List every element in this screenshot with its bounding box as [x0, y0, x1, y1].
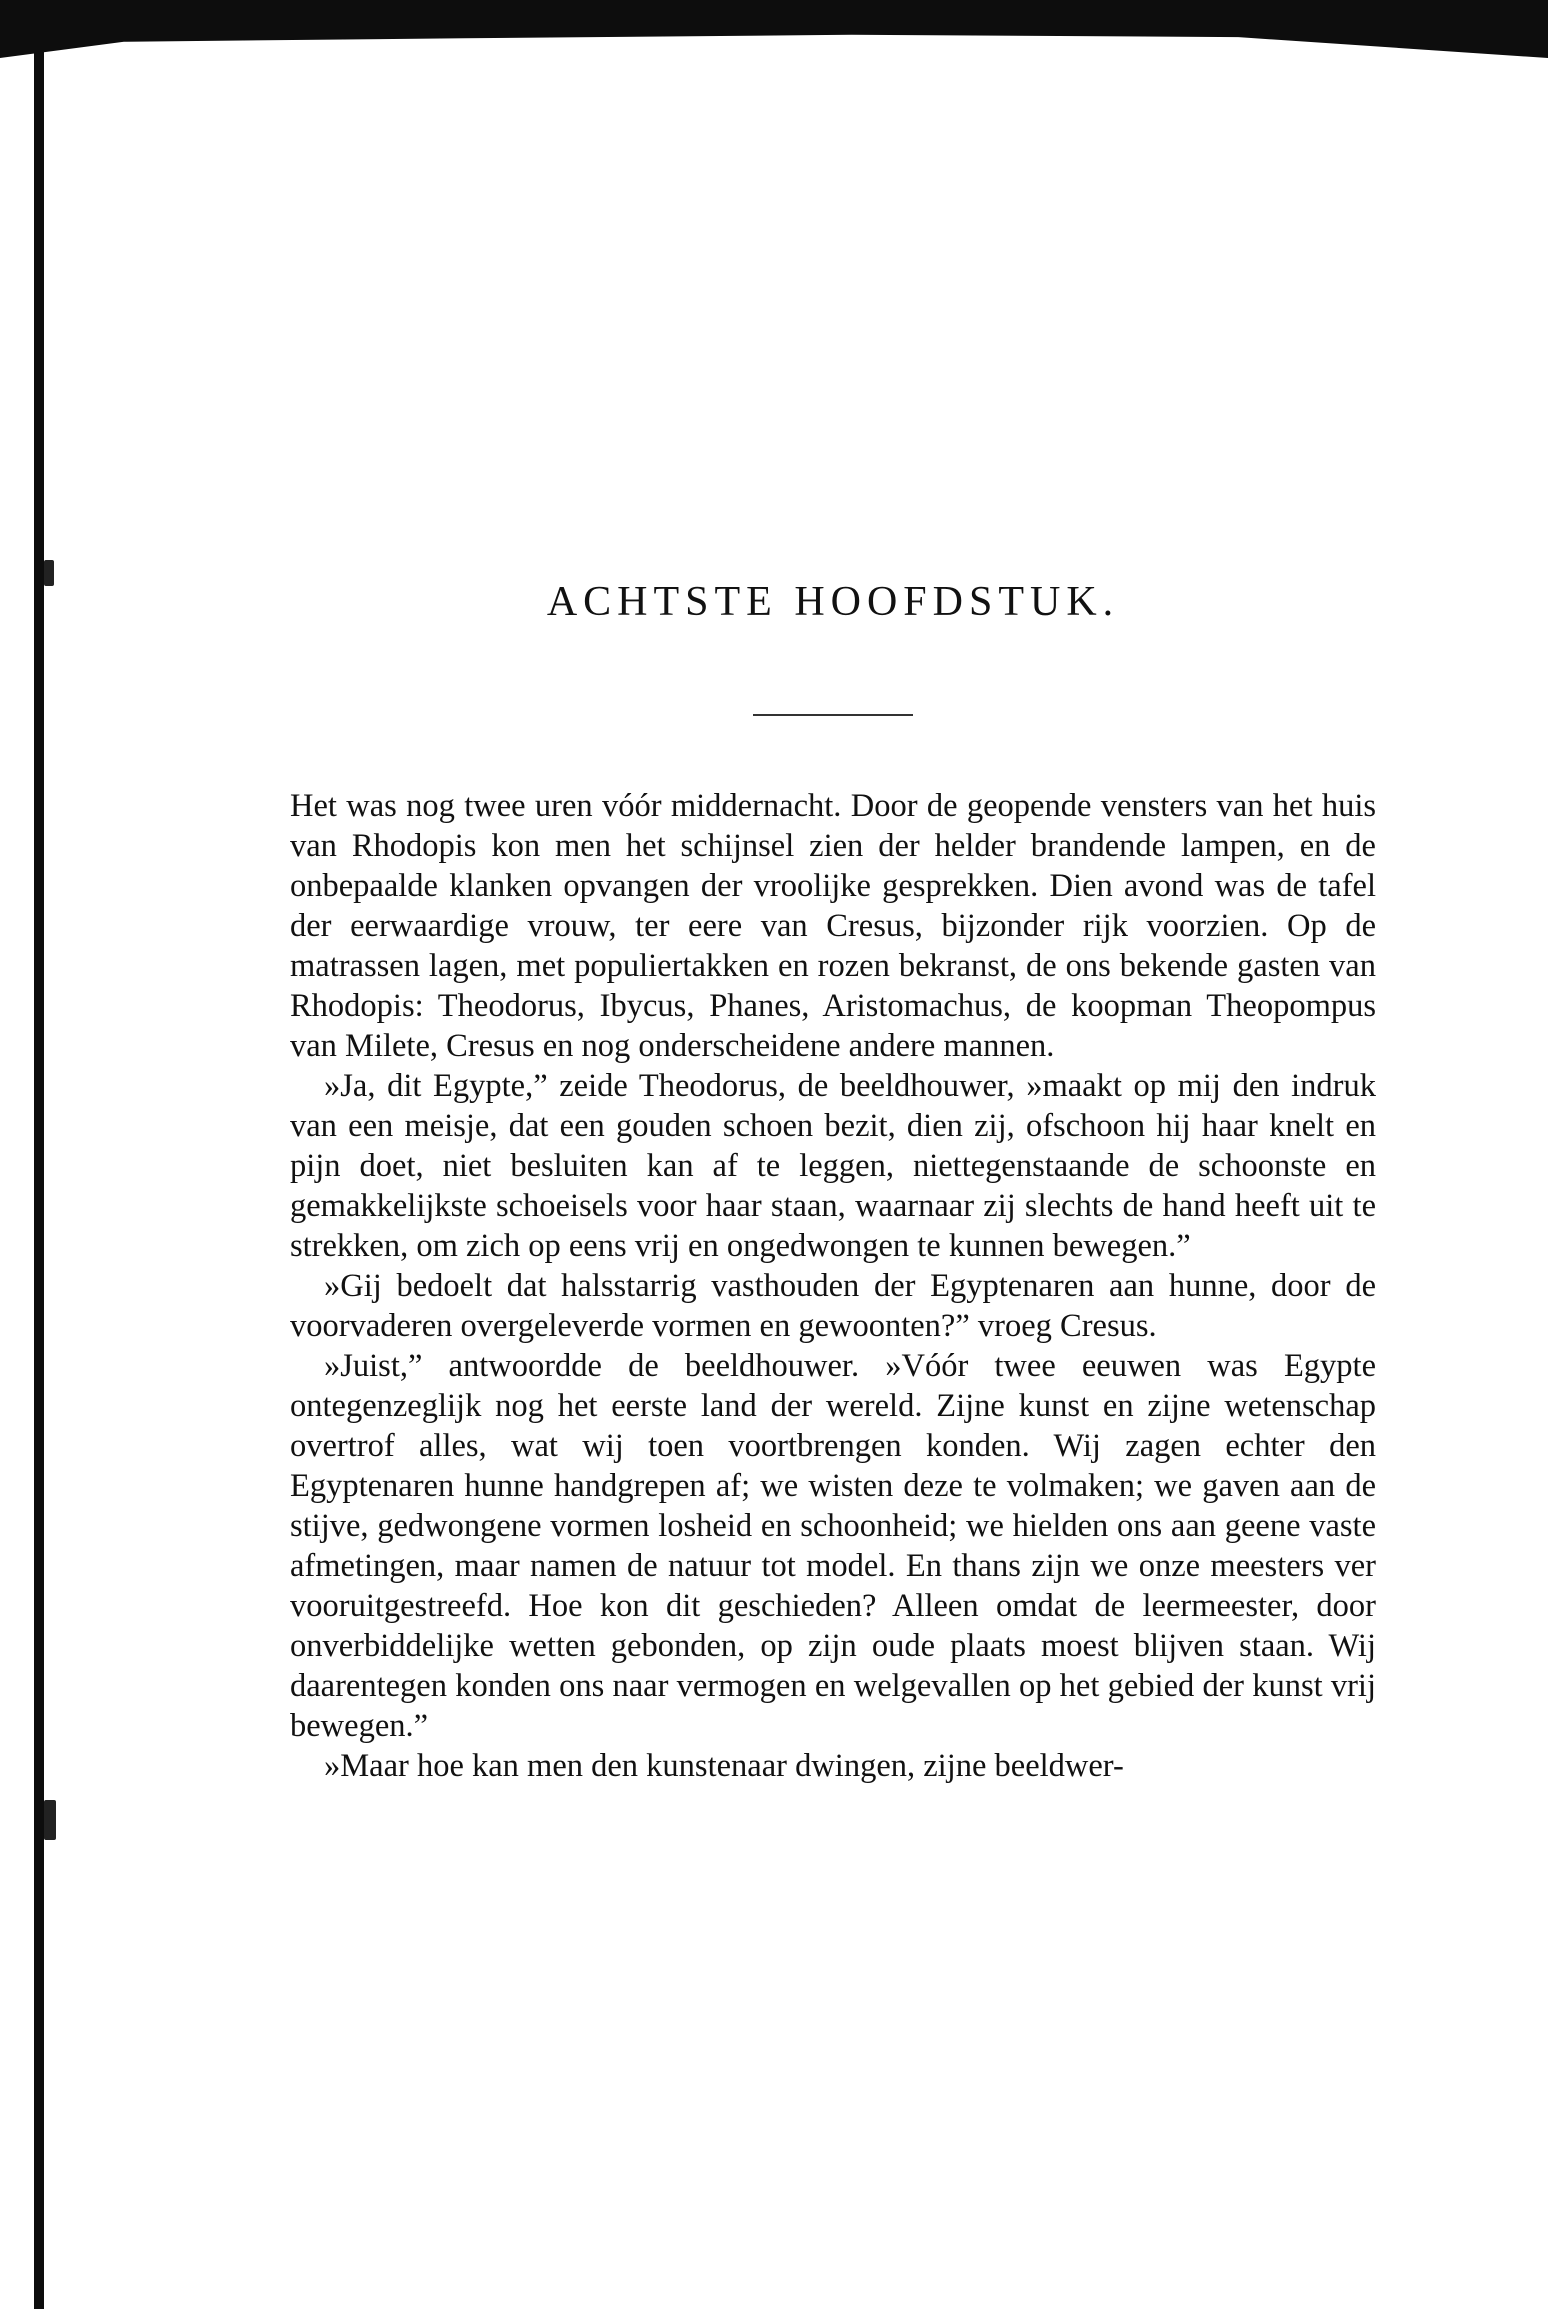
- scan-speck: [44, 1800, 56, 1840]
- paragraph-3: »Gij bedoelt dat halsstarrig vasthouden der Egyptenaren aan hunne, door de voorvaderen overgeleverde vormen en gewoonten?” vroeg Cresus.: [290, 1268, 1376, 1344]
- book-page: [290, 560, 1376, 2120]
- scan-speck: [44, 560, 54, 586]
- scan-top-border: [0, 0, 1548, 58]
- paragraph-1: Het was nog twee uren vóór middernacht. Door de geopende vensters van het huis van Rhodopis kon men het schijnsel zien der helder brandende lampen, en de onbepaalde klanken opvangen der vroolijke gesprekken. Dien avond was de tafel der eerwaardige vrouw, ter eere van Cresus, bijzonder rijk voorzien. Op de matrassen lagen, met populiertakken en rozen bekranst, de ons bekende gasten van Rhodopis: Theodorus, Ibycus, Phanes, Aristomachus, de koopman Theopompus van Milete, Cresus en nog onderscheidene andere mannen.: [290, 788, 1376, 1064]
- chapter-title: ACHTSTE HOOFDSTUK.: [546, 579, 1120, 625]
- paragraph-5: »Maar hoe kan men den kunstenaar dwingen, zijne beeldwer-: [324, 1748, 1124, 1784]
- paragraph-4: »Juist,” antwoordde de beeldhouwer. »Vóór twee eeuwen was Egypte ontegenzeglijk nog het eerste land der wereld. Zijne kunst en zijne wetenschap overtrof alles, wat wij toen voortbrengen konden. Wij zagen echter den Egyptenaren hunne handgrepen af; we wisten deze te volmaken; we gaven aan de stijve, gedwongene vormen losheid en schoonheid; we hielden ons aan geene vaste afmetingen, maar namen de natuur tot model. En thans zijn we onze meesters ver vooruitgestreefd. Hoe kon dit geschieden? Alleen omdat de leermeester, door onverbiddelijke wetten gebonden, op zijn oude plaats moest blijven staan. Wij daarentegen konden ons naar vermogen en welgevallen op het gebied der kunst vrij bewegen.”: [290, 1348, 1376, 1744]
- scan-left-border: [34, 0, 44, 2309]
- title-divider: [753, 714, 913, 716]
- paragraph-2: »Ja, dit Egypte,” zeide Theodorus, de beeldhouwer, »maakt op mij den indruk van een meisje, dat een gouden schoen bezit, dien zij, ofschoon hij haar knelt en pijn doet, niet besluiten kan af te leggen, niettegenstaande de schoonste en gemakkelijkste schoeisels voor haar staan, waarnaar zij slechts de hand heeft uit te strekken, om zich op eens vrij en ongedwongen te kunnen bewegen.”: [290, 1068, 1376, 1264]
- chapter-body: [290, 786, 1376, 1786]
